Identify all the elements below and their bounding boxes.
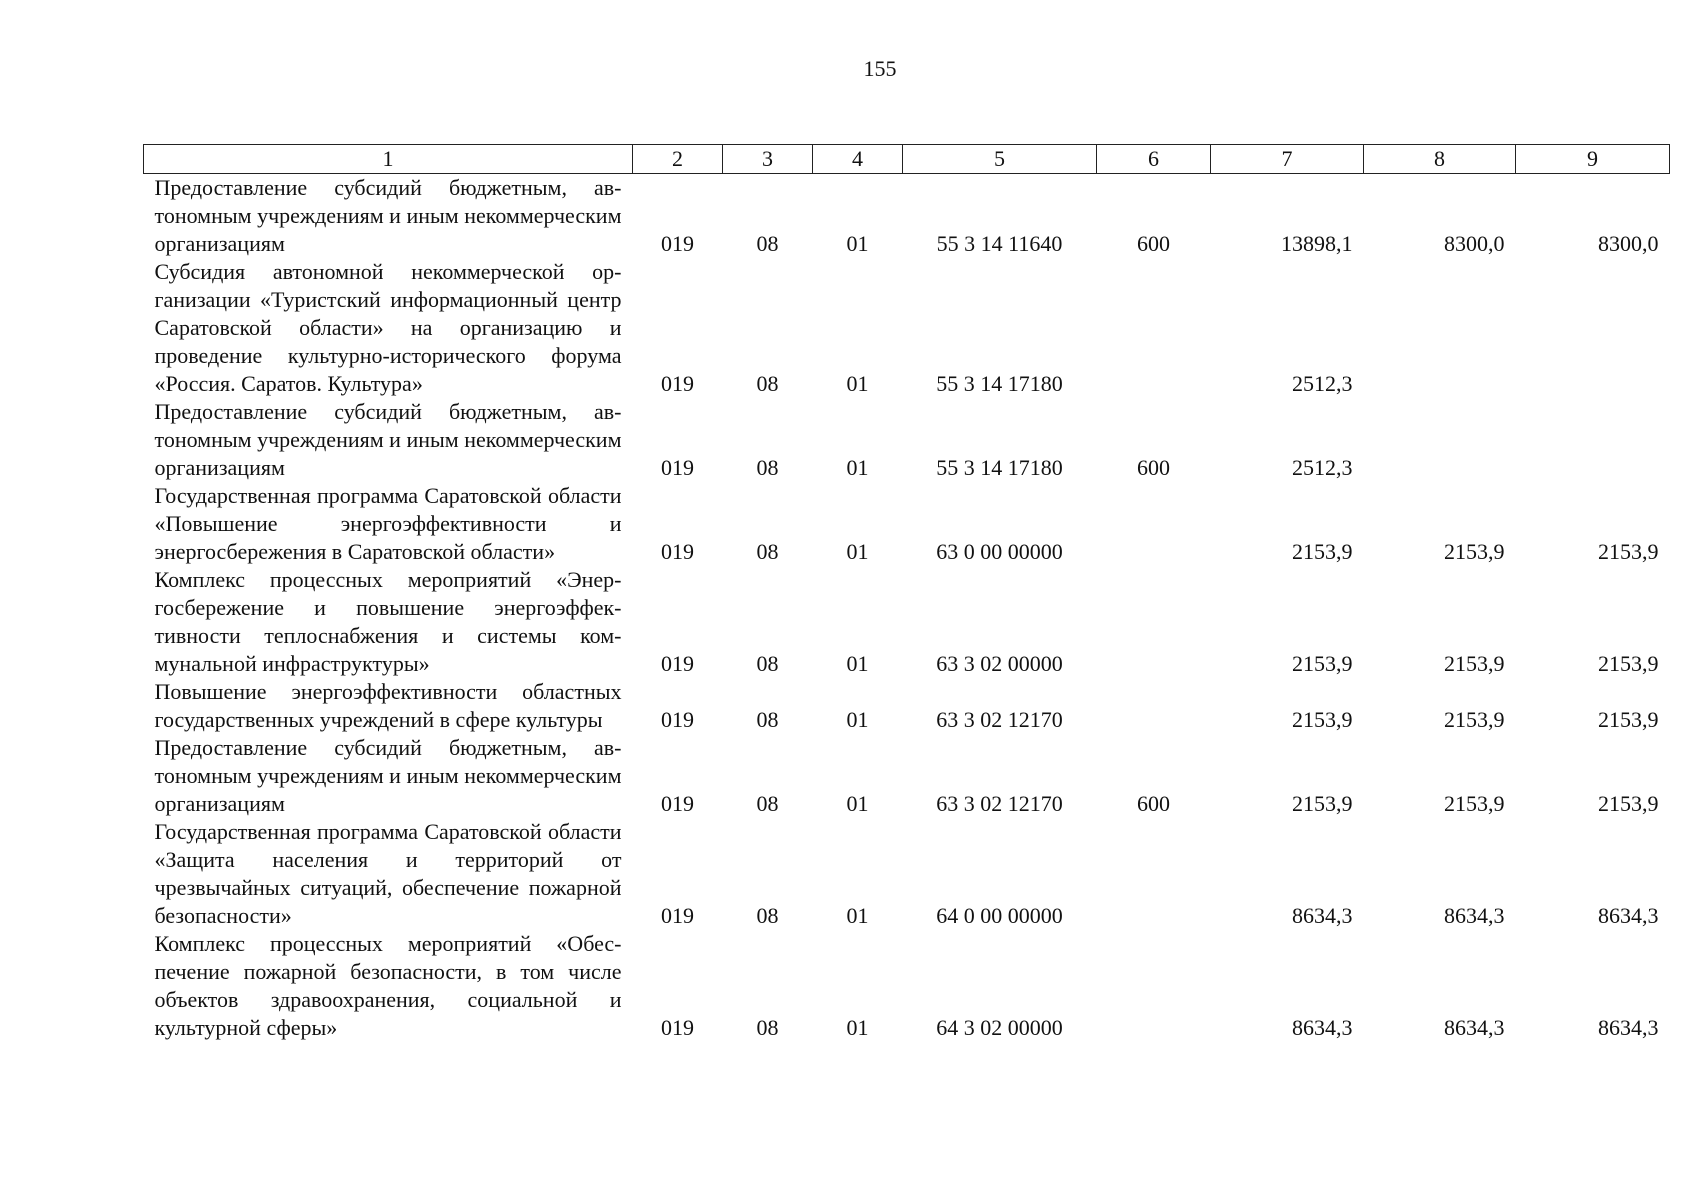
cell-subsection: 01 bbox=[846, 455, 869, 480]
cell-section: 08 bbox=[756, 455, 779, 480]
header-col-3: 3 bbox=[723, 145, 813, 174]
cell-target-article: 63 3 02 12170 bbox=[936, 707, 1063, 732]
cell-sum-9: 8634,3 bbox=[1598, 1015, 1659, 1040]
header-col-8: 8 bbox=[1364, 145, 1516, 174]
cell-ministry: 019 bbox=[661, 903, 694, 928]
cell-sum-9: 2153,9 bbox=[1598, 791, 1659, 816]
header-row bbox=[144, 145, 1670, 174]
header-col-9: 9 bbox=[1516, 145, 1670, 174]
cell-ministry: 019 bbox=[661, 371, 694, 396]
cell-expense-type: 600 bbox=[1137, 455, 1170, 480]
cell-sum-7: 2512,3 bbox=[1292, 455, 1353, 480]
cell-sum-8: 8634,3 bbox=[1444, 903, 1505, 928]
cell-sum-7: 2153,9 bbox=[1292, 791, 1353, 816]
cell-sum-9: 2153,9 bbox=[1598, 651, 1659, 676]
header-col-2: 2 bbox=[633, 145, 723, 174]
budget-table bbox=[143, 144, 1670, 1042]
cell-sum-7: 8634,3 bbox=[1292, 1015, 1353, 1040]
cell-sum-8: 8300,0 bbox=[1444, 231, 1505, 256]
cell-subsection: 01 bbox=[846, 231, 869, 256]
cell-sum-7: 8634,3 bbox=[1292, 903, 1353, 928]
cell-expense-type bbox=[1097, 482, 1211, 566]
cell-sum-8: 2153,9 bbox=[1444, 539, 1505, 564]
cell-ministry: 019 bbox=[661, 651, 694, 676]
cell-subsection: 01 bbox=[846, 707, 869, 732]
cell-section: 08 bbox=[756, 539, 779, 564]
cell-sum-8: 2153,9 bbox=[1444, 791, 1505, 816]
cell-sum-8: 2153,9 bbox=[1444, 651, 1505, 676]
cell-target-article: 55 3 14 17180 bbox=[936, 455, 1063, 480]
cell-ministry: 019 bbox=[661, 539, 694, 564]
cell-sum-9 bbox=[1516, 398, 1670, 482]
table-row bbox=[144, 174, 1670, 259]
header-col-1: 1 bbox=[144, 145, 633, 174]
cell-sum-9: 8300,0 bbox=[1598, 231, 1659, 256]
cell-target-article: 64 3 02 00000 bbox=[936, 1015, 1063, 1040]
cell-expense-type bbox=[1097, 566, 1211, 678]
cell-expense-type bbox=[1097, 678, 1211, 734]
table-row bbox=[144, 678, 1670, 734]
cell-subsection: 01 bbox=[846, 1015, 869, 1040]
cell-sum-9: 8634,3 bbox=[1598, 903, 1659, 928]
cell-sum-7: 2153,9 bbox=[1292, 539, 1353, 564]
cell-sum-8: 8634,3 bbox=[1444, 1015, 1505, 1040]
cell-target-article: 55 3 14 11640 bbox=[936, 231, 1063, 256]
row-name: Государственная программа Саратовской области «Защита населения и территорий от чрезвычайных ситуаций, обеспечение пожарной безопасности» bbox=[154, 819, 622, 928]
header-col-4: 4 bbox=[813, 145, 903, 174]
cell-subsection: 01 bbox=[846, 903, 869, 928]
cell-expense-type: 600 bbox=[1137, 791, 1170, 816]
cell-target-article: 63 3 02 12170 bbox=[936, 791, 1063, 816]
row-name: Комплекс процессных мероприятий «Обеспечение пожарной безопасности, в том числе объектов здравоохранения, социальной и культурной сферы» bbox=[154, 931, 622, 1040]
table-body bbox=[144, 174, 1670, 1043]
cell-section: 08 bbox=[756, 651, 779, 676]
table-row bbox=[144, 818, 1670, 930]
row-name: Предоставление субсидий бюджетным, автономным учреждениям и иным некоммерческим организациям bbox=[154, 175, 622, 256]
row-name: Повышение энергоэффективности областных государственных учреждений в сфере культуры bbox=[154, 679, 622, 732]
cell-subsection: 01 bbox=[846, 791, 869, 816]
row-name: Предоставление субсидий бюджетным, автономным учреждениям и иным некоммерческим организациям bbox=[154, 735, 622, 816]
header-col-6: 6 bbox=[1097, 145, 1211, 174]
cell-target-article: 64 0 00 00000 bbox=[936, 903, 1063, 928]
header-col-7: 7 bbox=[1211, 145, 1364, 174]
cell-section: 08 bbox=[756, 707, 779, 732]
cell-section: 08 bbox=[756, 791, 779, 816]
page-number: 155 bbox=[863, 56, 897, 81]
header-col-5: 5 bbox=[903, 145, 1097, 174]
cell-sum-9: 2153,9 bbox=[1598, 539, 1659, 564]
cell-section: 08 bbox=[756, 1015, 779, 1040]
table-row bbox=[144, 398, 1670, 482]
cell-subsection: 01 bbox=[846, 371, 869, 396]
cell-sum-7: 2512,3 bbox=[1292, 371, 1353, 396]
cell-expense-type bbox=[1097, 930, 1211, 1042]
cell-ministry: 019 bbox=[661, 231, 694, 256]
cell-subsection: 01 bbox=[846, 539, 869, 564]
cell-sum-7: 2153,9 bbox=[1292, 707, 1353, 732]
cell-ministry: 019 bbox=[661, 791, 694, 816]
cell-sum-8 bbox=[1364, 258, 1516, 398]
cell-section: 08 bbox=[756, 231, 779, 256]
cell-sum-8: 2153,9 bbox=[1444, 707, 1505, 732]
cell-target-article: 55 3 14 17180 bbox=[936, 371, 1063, 396]
table-row bbox=[144, 482, 1670, 566]
cell-expense-type bbox=[1097, 258, 1211, 398]
cell-ministry: 019 bbox=[661, 707, 694, 732]
cell-section: 08 bbox=[756, 903, 779, 928]
row-name: Комплекс процессных мероприятий «Энергосбережение и повышение энергоэффективности теплоснабжения и системы коммунальной инфраструктуры» bbox=[154, 567, 622, 676]
row-name: Государственная программа Саратовской области «Повышение энергоэффективности и энергосбережения в Саратовской области» bbox=[154, 483, 622, 564]
cell-target-article: 63 3 02 00000 bbox=[936, 651, 1063, 676]
row-name: Предоставление субсидий бюджетным, автономным учреждениям и иным некоммерческим организациям bbox=[154, 399, 622, 480]
cell-expense-type: 600 bbox=[1137, 231, 1170, 256]
table-row bbox=[144, 734, 1670, 818]
cell-sum-7: 2153,9 bbox=[1292, 651, 1353, 676]
cell-section: 08 bbox=[756, 371, 779, 396]
cell-sum-9 bbox=[1516, 258, 1670, 398]
table-row bbox=[144, 566, 1670, 678]
table-row bbox=[144, 258, 1670, 398]
cell-target-article: 63 0 00 00000 bbox=[936, 539, 1063, 564]
cell-ministry: 019 bbox=[661, 455, 694, 480]
cell-subsection: 01 bbox=[846, 651, 869, 676]
cell-sum-7: 13898,1 bbox=[1281, 231, 1353, 256]
cell-ministry: 019 bbox=[661, 1015, 694, 1040]
cell-sum-9: 2153,9 bbox=[1598, 707, 1659, 732]
cell-expense-type bbox=[1097, 818, 1211, 930]
row-name: Субсидия автономной некоммерческой организации «Туристский информационный центр Саратовской области» на организацию и проведение культурно-исторического форума «Россия. Саратов. Культура» bbox=[154, 259, 622, 396]
table-row bbox=[144, 930, 1670, 1042]
table-header bbox=[144, 145, 1670, 174]
cell-sum-8 bbox=[1364, 398, 1516, 482]
